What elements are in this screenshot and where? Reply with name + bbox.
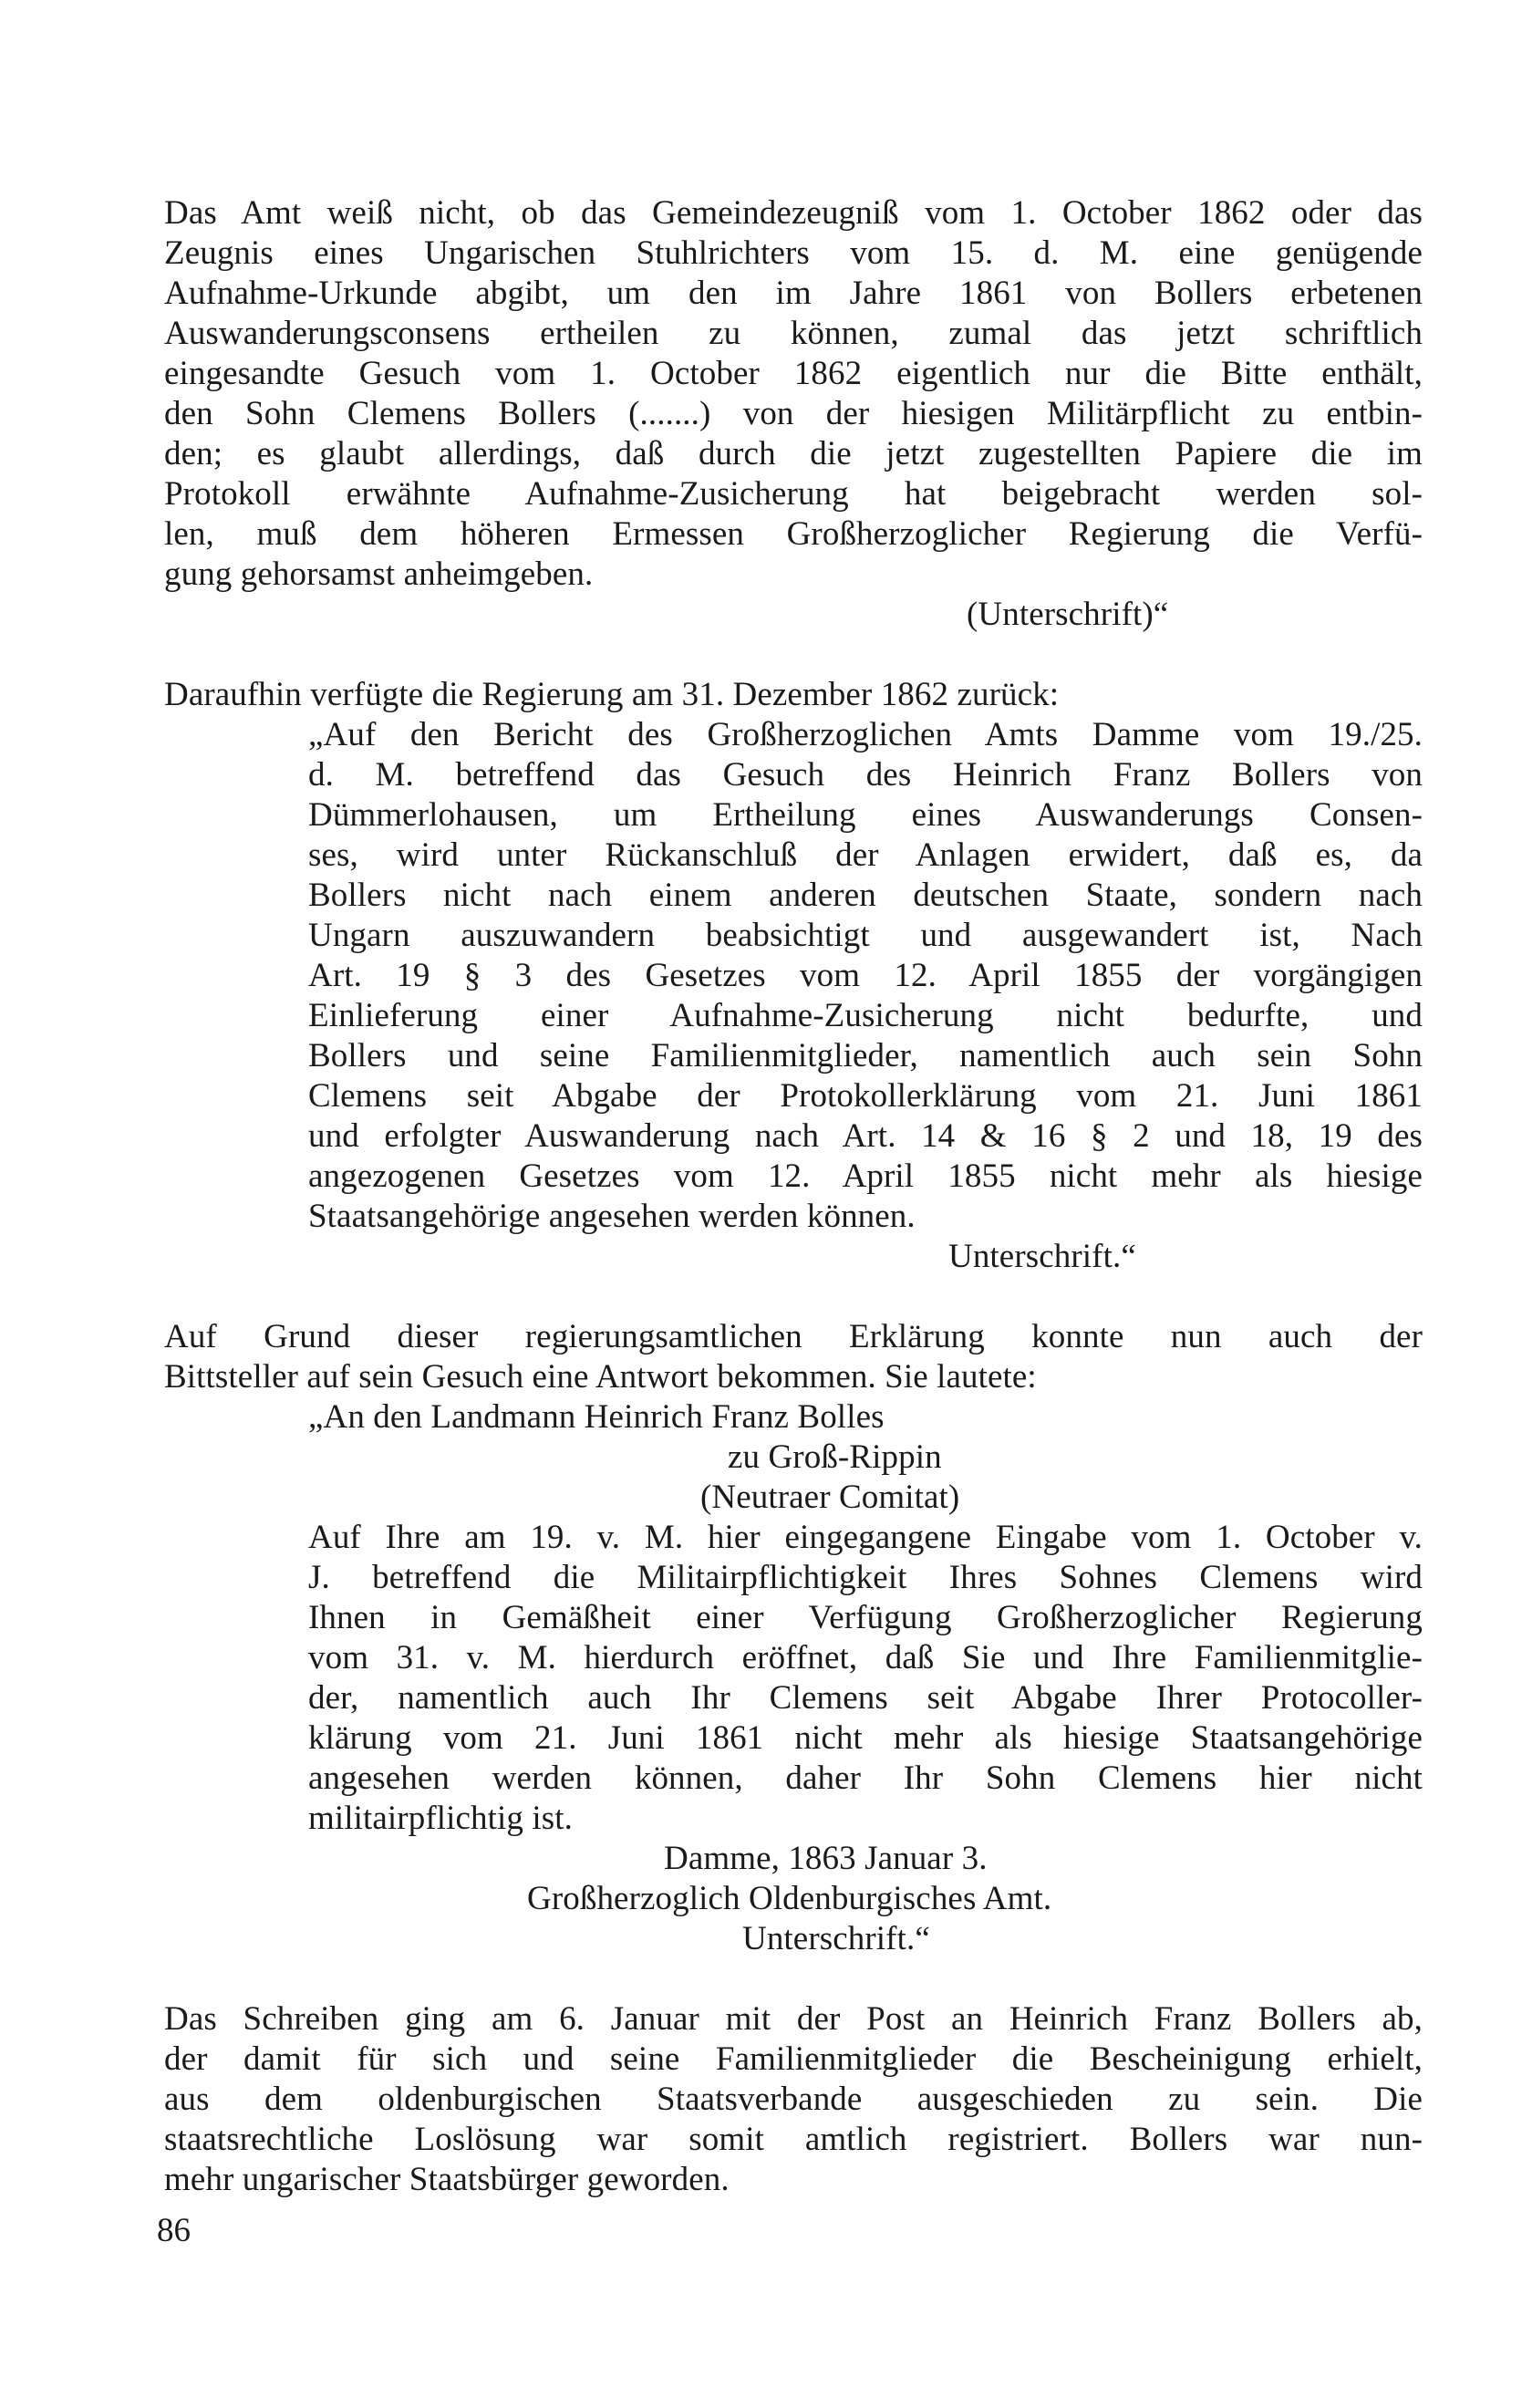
paragraph-1-line: den Sohn Clemens Bollers (.......) von der hiesigen Militärpflicht zu entbin- [164, 395, 1423, 432]
quote-3-line: klärung vom 21. Juni 1861 nicht mehr als hiesige Staatsangehörige [308, 1719, 1423, 1757]
paragraph-1-line: Das Amt weiß nicht, ob das Gemeindezeugniß vom 1. October 1862 oder das [164, 194, 1423, 232]
address-line: „An den Landmann Heinrich Franz Bolles [308, 1398, 885, 1436]
paragraph-3-line: Bittsteller auf sein Gesuch eine Antwort bekommen. Sie lautete: [164, 1358, 1037, 1396]
paragraph-1-line: Zeugnis eines Ungarischen Stuhlrichters vom 15. d. M. eine genügende [164, 234, 1423, 272]
quote-3-line: Ihnen in Gemäßheit einer Verfügung Großherzoglicher Regierung [308, 1599, 1423, 1636]
closing-date: Damme, 1863 Januar 3. [664, 1840, 988, 1877]
quote-2-line: ses, wird unter Rückanschluß der Anlagen erwidert, daß es, da [308, 836, 1423, 874]
paragraph-1-line: Auswanderungsconsens ertheilen zu können, zumal das jetzt schriftlich [164, 315, 1423, 352]
closing-office: Großherzoglich Oldenburgisches Amt. [527, 1880, 1052, 1917]
quote-2-line: Bollers und seine Familienmitglieder, namentlich auch sein Sohn [308, 1037, 1423, 1074]
quote-2-line: und erfolgter Auswanderung nach Art. 14 & 16 § 2 und 18, 19 des [308, 1117, 1423, 1155]
paragraph-4-line: mehr ungarischer Staatsbürger geworden. [164, 2161, 730, 2198]
quote-2-line: Staatsangehörige angesehen werden können. [308, 1198, 916, 1235]
quote-3-line: vom 31. v. M. hierdurch eröffnet, daß Sie und Ihre Familienmitglie- [308, 1639, 1423, 1676]
quote-3-line: Auf Ihre am 19. v. M. hier eingegangene Eingabe vom 1. October v. [308, 1519, 1423, 1556]
paragraph-2-intro: Daraufhin verfügte die Regierung am 31. Dezember 1862 zurück: [164, 676, 1060, 713]
closing-signature: Unterschrift.“ [742, 1920, 930, 1957]
quote-3-line: angesehen werden können, daher Ihr Sohn Clemens hier nicht [308, 1759, 1423, 1797]
paragraph-3-line: Auf Grund dieser regierungsamtlichen Erklärung konnte nun auch der [164, 1318, 1423, 1355]
paragraph-1-line: eingesandte Gesuch vom 1. October 1862 eigentlich nur die Bitte enthält, [164, 355, 1423, 392]
paragraph-1-line: Protokoll erwähnte Aufnahme-Zusicherung hat beigebracht werden sol- [164, 475, 1423, 513]
signature-2: Unterschrift.“ [948, 1238, 1136, 1275]
quote-2-line: „Auf den Bericht des Großherzoglichen Amts Damme vom 19./25. [308, 716, 1423, 753]
paragraph-1-line: den; es glaubt allerdings, daß durch die jetzt zugestellten Papiere die im [164, 435, 1423, 472]
quote-2-line: Dümmerlohausen, um Ertheilung eines Auswanderungs Consen- [308, 796, 1423, 834]
quote-3-line: J. betreffend die Militairpflichtigkeit Ihres Sohnes Clemens wird [308, 1559, 1423, 1596]
quote-3-line: militairpflichtig ist. [308, 1800, 573, 1837]
quote-3-line: der, namentlich auch Ihr Clemens seit Abgabe Ihrer Protocoller- [308, 1679, 1423, 1717]
paragraph-4-line: staatsrechtliche Loslösung war somit amtlich registriert. Bollers war nun- [164, 2121, 1423, 2158]
paragraph-1-line: gung gehorsamst anheimgeben. [164, 555, 594, 593]
page-number: 86 [157, 2212, 191, 2249]
quote-2-line: angezogenen Gesetzes vom 12. April 1855 nicht mehr als hiesige [308, 1157, 1423, 1195]
quote-2-line: Art. 19 § 3 des Gesetzes vom 12. April 1855 der vorgängigen [308, 957, 1423, 994]
address-line: zu Groß-Rippin [728, 1438, 942, 1476]
paragraph-4-line: der damit für sich und seine Familienmitglieder die Bescheinigung erhielt, [164, 2040, 1423, 2078]
quote-2-line: Bollers nicht nach einem anderen deutschen Staate, sondern nach [308, 877, 1423, 914]
quote-2-line: Einlieferung einer Aufnahme-Zusicherung nicht bedurfte, und [308, 997, 1423, 1034]
paragraph-1-line: len, muß dem höheren Ermessen Großherzoglicher Regierung die Verfü- [164, 515, 1423, 553]
paragraph-1-line: Aufnahme-Urkunde abgibt, um den im Jahre 1861 von Bollers erbetenen [164, 275, 1423, 312]
quote-2-line: Clemens seit Abgabe der Protokollerklärung vom 21. Juni 1861 [308, 1077, 1423, 1115]
paragraph-4-line: aus dem oldenburgischen Staatsverbande ausgeschieden zu sein. Die [164, 2081, 1423, 2118]
paragraph-4-line: Das Schreiben ging am 6. Januar mit der Post an Heinrich Franz Bollers ab, [164, 2000, 1423, 2038]
address-line: (Neutraer Comitat) [700, 1479, 960, 1516]
quote-2-line: Ungarn auszuwandern beabsichtigt und ausgewandert ist, Nach [308, 917, 1423, 954]
signature-1: (Unterschrift)“ [967, 596, 1169, 633]
quote-2-line: d. M. betreffend das Gesuch des Heinrich Franz Bollers von [308, 756, 1423, 794]
